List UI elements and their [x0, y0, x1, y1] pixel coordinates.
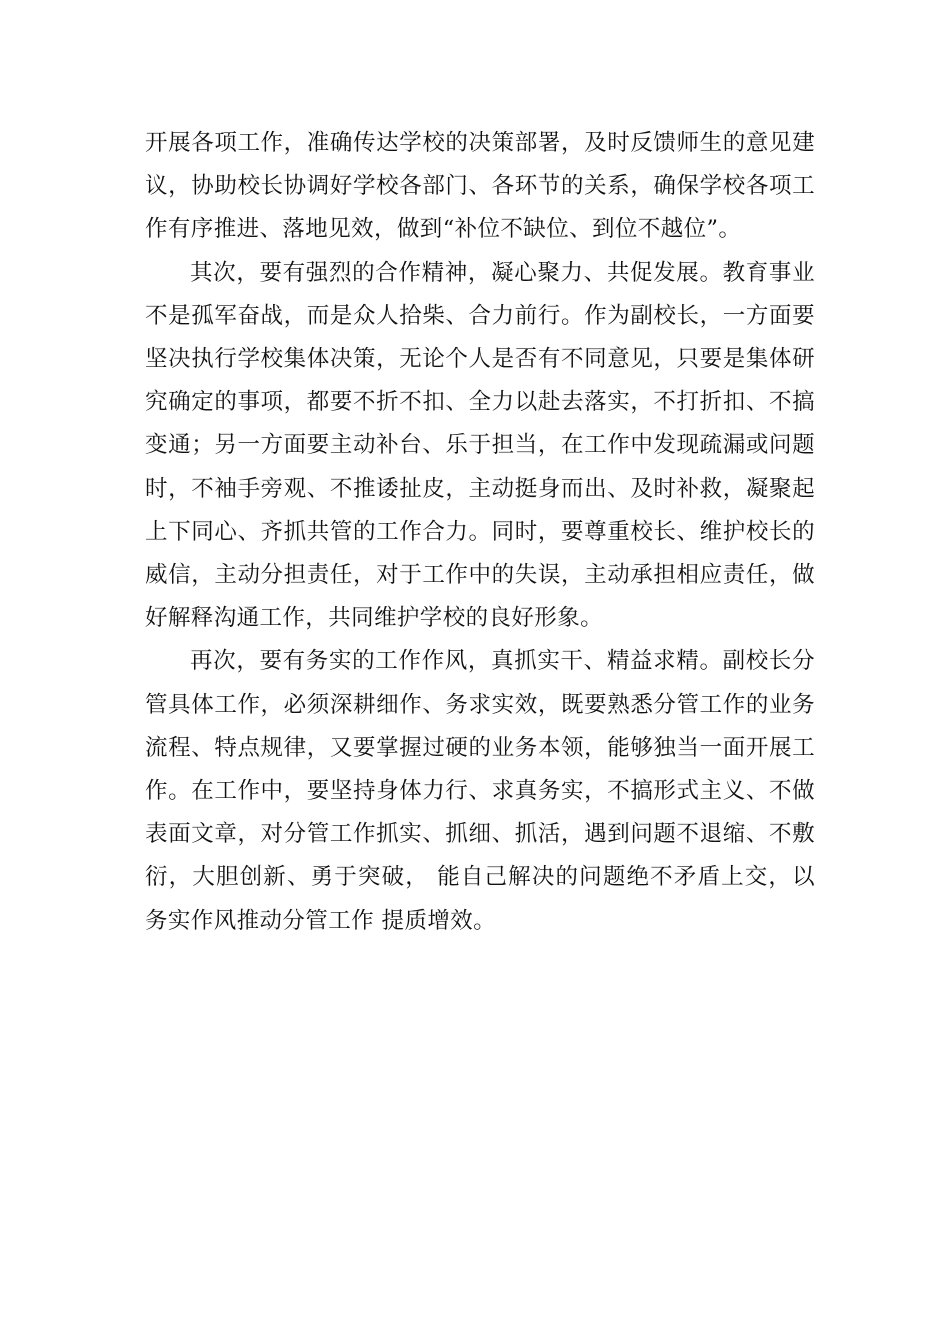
paragraph-work-style: 再次，要有务实的工作作风，真抓实干、精益求精。副校长分管具体工作，必须深耕细作、务求实效，既要熟悉分管工作的业务流程、特点规律，又要掌握过硬的业务本领，能够独当一面开展工作。在工作中，要坚持身体力行、求真务实，不搞形式主义、不做表面文章，对分管工作抓实、抓细、抓活，遇到问题不退缩、不敷衍，大胆创新、勇于突破， 能自己解决的问题绝不矛盾上交，以务实作风推动分管工作 提质增效。 — [145, 648, 815, 934]
paragraph-continued: 开展各项工作，准确传达学校的决策部署，及时反馈师生的意见建议，协助校长协调好学校各部门、各环节的关系，确保学校各项工作有序推进、落地见效，做到“补位不缺位、到位不越位”。 — [145, 130, 815, 243]
body-text — [145, 122, 815, 943]
paragraph-cooperation: 其次，要有强烈的合作精神，凝心聚力、共促发展。教育事业不是孤军奋战，而是众人拾柴、合力前行。作为副校长，一方面要坚决执行学校集体决策，无论个人是否有不同意见，只要是集体研究确定的事项，都要不折不扣、全力以赴去落实，不打折扣、不搞变通；另一方面要主动补台、乐于担当，在工作中发现疏漏或问题时，不袖手旁观、不推诿扯皮，主动挺身而出、及时补救，凝聚起上下同心、齐抓共管的工作合力。同时，要尊重校长、维护校长的威信，主动分担责任，对于工作中的失误，主动承担相应责任，做好解释沟通工作，共同维护学校的良好形象。 — [145, 259, 815, 632]
